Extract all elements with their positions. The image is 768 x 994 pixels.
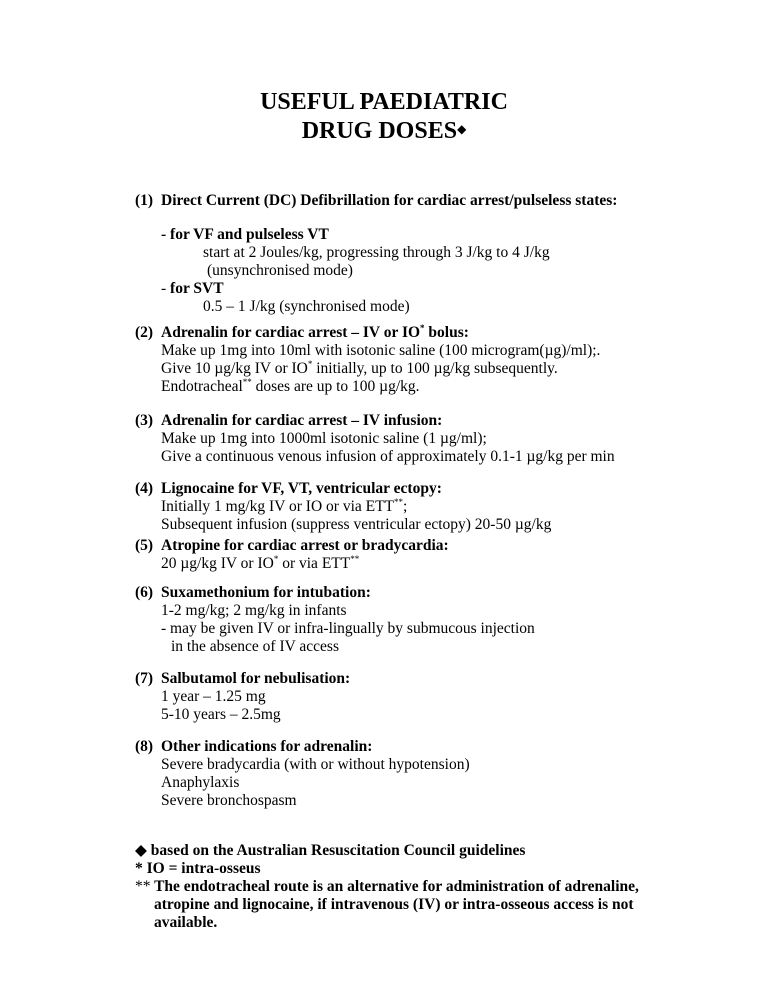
section-number: (5) (135, 537, 154, 554)
infusion-line-1: Make up 1mg into 1000ml isotonic saline (1 µg/ml); (161, 430, 487, 447)
sux-line-3: in the absence of IV access (171, 638, 339, 655)
section-heading (135, 670, 735, 688)
other-line-2: Anaphylaxis (161, 774, 240, 791)
footnote-guidelines: ◆ based on the Australian Resuscitation Council guidelines (135, 842, 526, 859)
section-adrenalin-bolus (135, 324, 735, 396)
sux-line-2: - may be given IV or infra-lingually by submucous injection (161, 620, 535, 637)
bolus-line-1: Make up 1mg into 10ml with isotonic saline (100 microgram(µg)/ml);. (161, 342, 601, 359)
section-number: (7) (135, 670, 154, 687)
svt-dose: 0.5 – 1 J/kg (synchronised mode) (203, 298, 410, 315)
lignocaine-line-1 (135, 498, 735, 516)
section-title: Atropine for cardiac arrest or bradycardia: (161, 537, 449, 554)
section-other-adrenalin (135, 738, 735, 810)
other-line-3: Severe bronchospasm (161, 792, 297, 809)
section-heading (135, 584, 735, 602)
section-number: (8) (135, 738, 154, 755)
footnote-ref: ** (350, 553, 360, 564)
section-heading (135, 192, 735, 210)
footnote-mark: ** (135, 878, 151, 895)
section-number: (3) (135, 412, 154, 429)
section-number: (2) (135, 324, 154, 341)
footnote-endotracheal-3: available. (154, 914, 218, 931)
section-title: Adrenalin for cardiac arrest – IV infusion: (161, 412, 443, 429)
section-title: Suxamethonium for intubation: (161, 584, 371, 601)
text: initially, up to 100 µg/kg subsequently. (312, 360, 558, 377)
title-line-2-text: DRUG DOSES (301, 118, 458, 144)
infusion-line-2: Give a continuous venous infusion of approximately 0.1-1 µg/kg per min (161, 448, 615, 465)
lignocaine-line-2: Subsequent infusion (suppress ventricular ectopy) 20-50 µg/kg (161, 516, 552, 533)
text: doses are up to 100 µg/kg. (251, 378, 420, 395)
text: or via ETT (278, 555, 351, 572)
svt-dash: - (161, 280, 171, 297)
footnotes (135, 842, 735, 932)
text: Initially 1 mg/kg IV or IO or via ETT (161, 498, 395, 515)
section-adrenalin-infusion (135, 412, 735, 466)
footnote-ref: * (273, 553, 279, 564)
svt-label (135, 280, 735, 298)
svt-label-text: for SVT (170, 280, 224, 297)
footnote-io: * IO = intra-osseus (135, 860, 261, 877)
footnote-ref: * (420, 322, 425, 333)
vf-dose: start at 2 Joules/kg, progressing through 3 J/kg to 4 J/kg (203, 244, 550, 261)
vf-label: - for VF and pulseless VT (161, 226, 329, 243)
salbutamol-line-2: 5-10 years – 2.5mg (161, 706, 281, 723)
section-salbutamol (135, 670, 735, 724)
section-title-end: bolus: (424, 324, 469, 341)
footnote-ref: ** (394, 496, 404, 507)
footnote-endotracheal (135, 878, 735, 896)
section-heading (135, 480, 735, 498)
section-heading (135, 537, 735, 555)
page-title (0, 88, 768, 146)
section-atropine (135, 537, 735, 573)
sux-line-1: 1-2 mg/kg; 2 mg/kg in infants (161, 602, 347, 619)
section-title: Lignocaine for VF, VT, ventricular ectopy: (161, 480, 442, 497)
section-heading (135, 738, 735, 756)
section-suxamethonium (135, 584, 735, 656)
title-line-1: USEFUL PAEDIATRIC (260, 89, 508, 115)
bolus-line-2 (135, 360, 735, 378)
section-number: (4) (135, 480, 154, 497)
footnote-ref: ** (242, 376, 252, 387)
section-lignocaine (135, 480, 735, 534)
other-line-1: Severe bradycardia (with or without hypotension) (161, 756, 470, 773)
section-number: (6) (135, 584, 154, 601)
vf-mode: (unsynchronised mode) (207, 262, 353, 279)
text: 20 µg/kg IV or IO (161, 555, 274, 572)
section-heading (135, 412, 735, 430)
footnote-endotracheal-2: atropine and lignocaine, if intravenous (IV) or intra-osseous access is not (154, 896, 634, 913)
section-title: Other indications for adrenalin: (161, 738, 373, 755)
section-title: Salbutamol for nebulisation: (161, 670, 351, 687)
section-number: (1) (135, 192, 154, 209)
text: Endotracheal (161, 378, 243, 395)
salbutamol-line-1: 1 year – 1.25 mg (161, 688, 266, 705)
text: ; (403, 498, 408, 515)
section-title: Direct Current (DC) Defibrillation for cardiac arrest/pulseless states: (161, 192, 618, 209)
section-title: Adrenalin for cardiac arrest – IV or IO (161, 324, 421, 341)
bolus-line-3 (135, 378, 735, 396)
text: Give 10 µg/kg IV or IO (161, 360, 308, 377)
text: The endotracheal route is an alternative for administration of adrenaline, (150, 878, 639, 895)
atropine-line-1 (135, 555, 735, 573)
section-defibrillation (135, 192, 735, 316)
diamond-icon: ◆ (457, 122, 467, 136)
title-line-2 (0, 117, 768, 146)
footnote-ref: * (307, 358, 313, 369)
section-heading (135, 324, 735, 342)
